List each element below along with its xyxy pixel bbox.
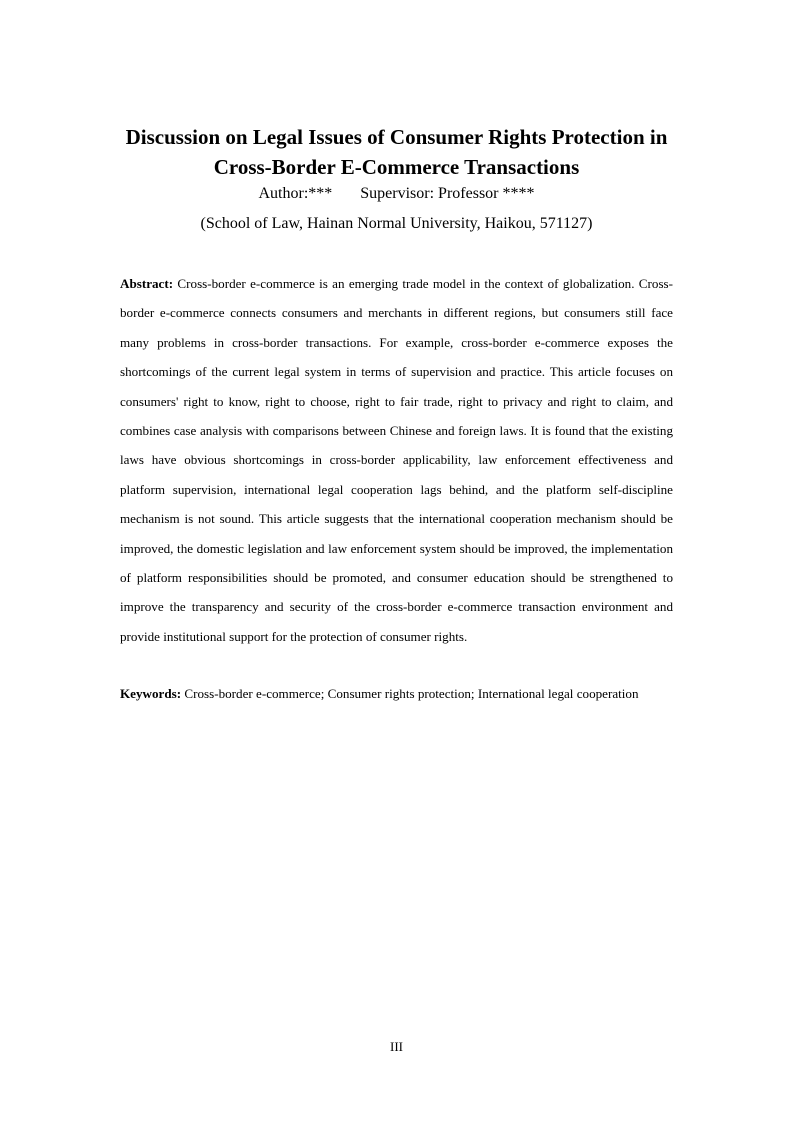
keywords-text: Cross-border e-commerce; Consumer rights protection; International legal cooperation [184,686,639,701]
abstract-paragraph [120,269,673,651]
keywords-label: Keywords: [120,686,182,701]
paper-title [60,122,733,182]
paper-title-line-2: Cross-Border E-Commerce Transactions [213,155,580,180]
paper-title-line-1: Discussion on Legal Issues of Consumer Rights Protection in [125,125,668,150]
author-name: Author:*** [258,185,333,202]
author-line [60,181,733,207]
abstract-label: Abstract: [120,276,174,291]
affiliation: (School of Law, Hainan Normal University, Haikou, 571127) [200,215,593,232]
supervisor-name: Supervisor: Professor **** [360,185,535,202]
abstract-text: Cross-border e-commerce is an emerging trade model in the context of globalization. Cross-border e-commerce connects consumers and merchants in different regions, but consumers still face many problems in cross-border transactions. For example, cross-border e-commerce exposes the shortcomings of the current legal system in terms of supervision and practice. This article focuses on consumers' right to know, right to choose, right to fair trade, right to privacy and right to claim, and combines case analysis with comparisons between Chinese and foreign laws. It is found that the existing laws have obvious shortcomings in cross-border applicability, law enforcement effectiveness and platform supervision, international legal cooperation lags behind, and the platform self-discipline mechanism is not sound. This article suggests that the international cooperation mechanism should be improved, the domestic legislation and law enforcement system should be improved, the implementation of platform responsibilities should be promoted, and consumer education should be strengthened to improve the transparency and security of the cross-border e-commerce transaction environment and provide institutional support for the protection of consumer rights. [120,276,673,644]
page-number: III [390,1039,403,1054]
keywords-paragraph [120,679,673,708]
